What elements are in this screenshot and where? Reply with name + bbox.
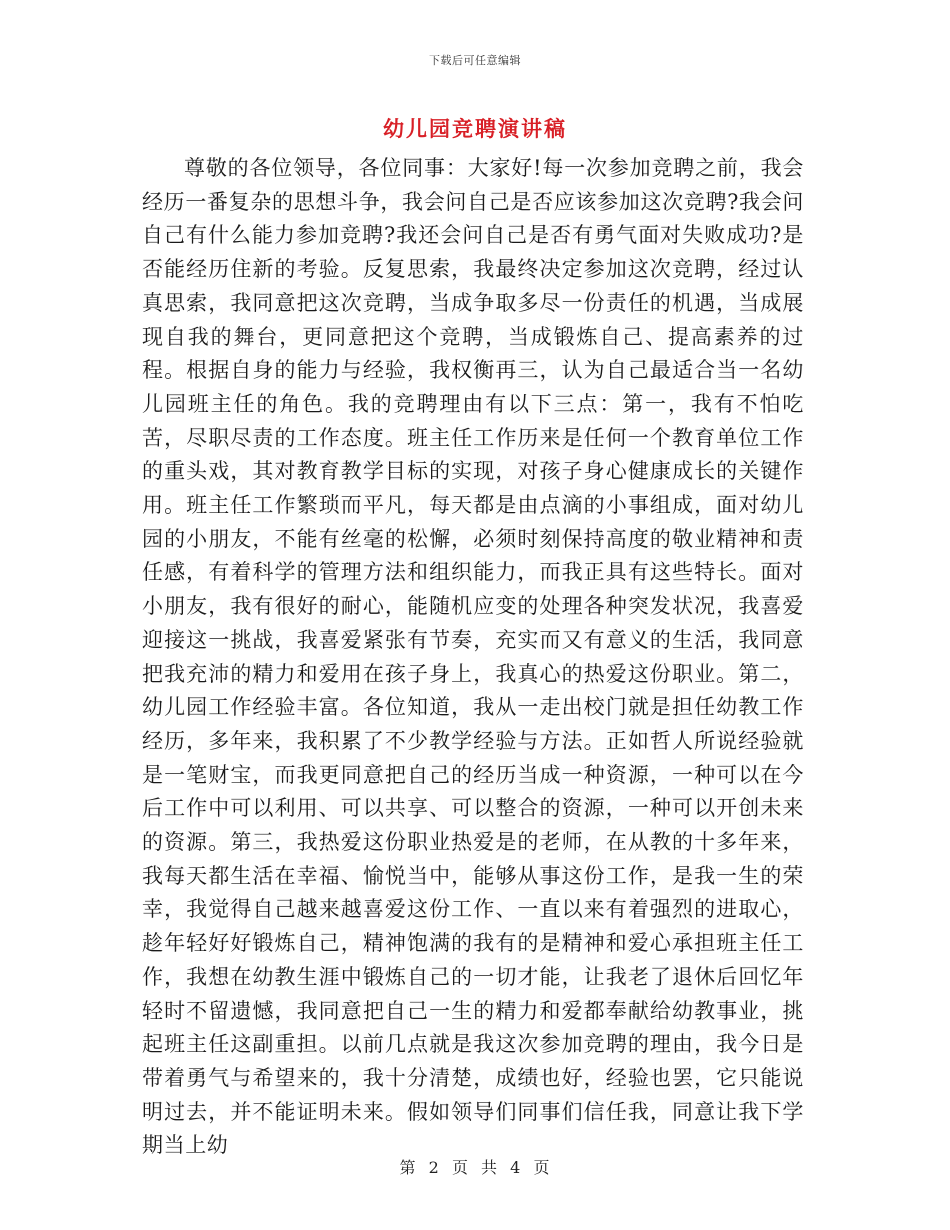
header-note: 下载后可任意编辑 bbox=[429, 54, 521, 67]
document-title: 幼儿园竞聘演讲稿 bbox=[383, 116, 567, 141]
page-footer bbox=[0, 1155, 950, 1178]
footer-page-word: 页 bbox=[451, 1158, 469, 1177]
footer-prefix: 第 bbox=[399, 1158, 417, 1177]
footer-total-word: 共 bbox=[481, 1158, 499, 1177]
footer-current-page: 2 bbox=[428, 1158, 440, 1177]
document-body: 尊敬的各位领导，各位同事：大家好!每一次参加竞聘之前，我会经历一番复杂的思想斗争，我会问自己是否应该参加这次竞聘?我会问自己有什么能力参加竞聘?我还会问自己是否有勇气面对失败成功?是否能经历住新的考验。反复思索，我最终决定参加这次竞聘，经过认真思索，我同意把这次竞聘，当成争取多尽一份责任的机遇，当成展现自我的舞台，更同意把这个竞聘，当成锻炼自己、提高素养的过程。根据自身的能力与经验，我权衡再三，认为自己最适合当一名幼儿园班主任的角色。我的竞聘理由有以下三点：第一，我有不怕吃苦，尽职尽责的工作态度。班主任工作历来是任何一个教育单位工作的重头戏，其对教育教学目标的实现，对孩子身心健康成长的关键作用。班主任工作繁琐而平凡，每天都是由点滴的小事组成，面对幼儿园的小朋友，不能有丝毫的松懈，必须时刻保持高度的敬业精神和责任感，有着科学的管理方法和组织能力，而我正具有这些特长。面对小朋友，我有很好的耐心，能随机应变的处理各种突发状况，我喜爱迎接这一挑战，我喜爱紧张有节奏，充实而又有意义的生活，我同意把我充沛的精力和爱用在孩子身上，我真心的热爱这份职业。第二，幼儿园工作经验丰富。各位知道，我从一走出校门就是担任幼教工作经历，多年来，我积累了不少教学经验与方法。正如哲人所说经验就是一笔财宝，而我更同意把自己的经历当成一种资源，一种可以在今后工作中可以利用、可以共享、可以整合的资源，一种可以开创未来的资源。第三，我热爱这份职业热爱是的老师，在从教的十多年来，我每天都生活在幸福、愉悦当中，能够从事这份工作，是我一生的荣幸，我觉得自己越来越喜爱这份工作、一直以来有着强烈的进取心，趁年轻好好锻炼自己，精神饱满的我有的是精神和爱心承担班主任工作，我想在幼教生涯中锻炼自己的一切才能，让我老了退休后回忆年轻时不留遗憾，我同意把自己一生的精力和爱都奉献给幼教事业，挑起班主任这副重担。以前几点就是我这次参加竞聘的理由，我今日是带着勇气与希望来的，我十分清楚，成绩也好，经验也罢，它只能说明过去，并不能证明未来。假如领导们同事们信任我，同意让我下学期当上幼 bbox=[142, 156, 804, 1158]
footer-suffix: 页 bbox=[533, 1158, 551, 1177]
footer-total-pages: 4 bbox=[510, 1158, 522, 1177]
